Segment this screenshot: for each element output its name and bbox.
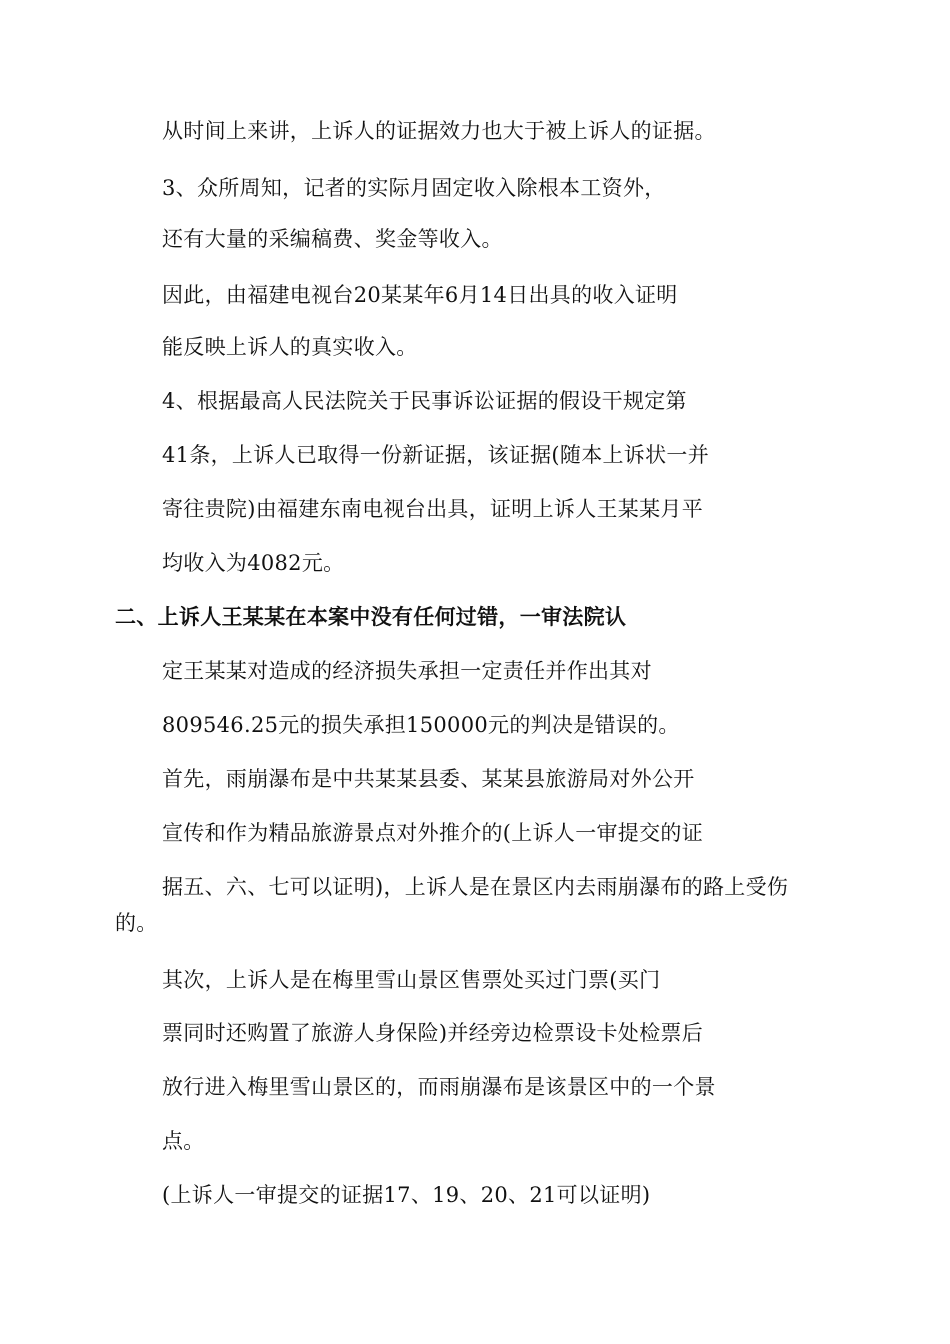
paragraph-line: 因此，由福建电视台20某某年6月14日出具的收入证明 xyxy=(162,283,678,307)
paragraph-line: 宣传和作为精品旅游景点对外推介的(上诉人一审提交的证 xyxy=(162,821,703,845)
paragraph-line: 定王某某对造成的经济损失承担一定责任并作出其对 xyxy=(162,659,652,683)
paragraph-line: (上诉人一审提交的证据17、19、20、21可以证明) xyxy=(162,1183,651,1207)
paragraph-line: 41条，上诉人已取得一份新证据，该证据(随本上诉状一并 xyxy=(162,443,710,467)
paragraph-line: 寄往贵院)由福建东南电视台出具，证明上诉人王某某月平 xyxy=(162,497,703,521)
paragraph-line: 的。 xyxy=(115,911,158,935)
paragraph-line: 放行进入梅里雪山景区的，而雨崩瀑布是该景区中的一个景 xyxy=(162,1075,716,1099)
paragraph-line: 均收入为4082元。 xyxy=(162,551,345,575)
paragraph-line: 其次，上诉人是在梅里雪山景区售票处买过门票(买门 xyxy=(162,968,661,992)
paragraph-line: 首先，雨崩瀑布是中共某某县委、某某县旅游局对外公开 xyxy=(162,767,695,791)
paragraph-line: 票同时还购置了旅游人身保险)并经旁边检票设卡处检票后 xyxy=(162,1021,703,1045)
paragraph-line: 809546.25元的损失承担150000元的判决是错误的。 xyxy=(162,713,680,737)
section-heading: 二、上诉人王某某在本案中没有任何过错，一审法院认 xyxy=(115,604,627,629)
paragraph-line: 还有大量的采编稿费、奖金等收入。 xyxy=(162,227,503,251)
paragraph-line: 4、根据最高人民法院关于民事诉讼证据的假设干规定第 xyxy=(162,389,687,413)
paragraph-line: 3、众所周知，记者的实际月固定收入除根本工资外， xyxy=(162,176,666,200)
paragraph-line: 点。 xyxy=(162,1129,205,1153)
paragraph-line: 能反映上诉人的真实收入。 xyxy=(162,335,418,359)
paragraph-line: 从时间上来讲，上诉人的证据效力也大于被上诉人的证据。 xyxy=(162,119,716,143)
paragraph-line: 据五、六、七可以证明)，上诉人是在景区内去雨崩瀑布的路上受伤 xyxy=(162,875,789,899)
